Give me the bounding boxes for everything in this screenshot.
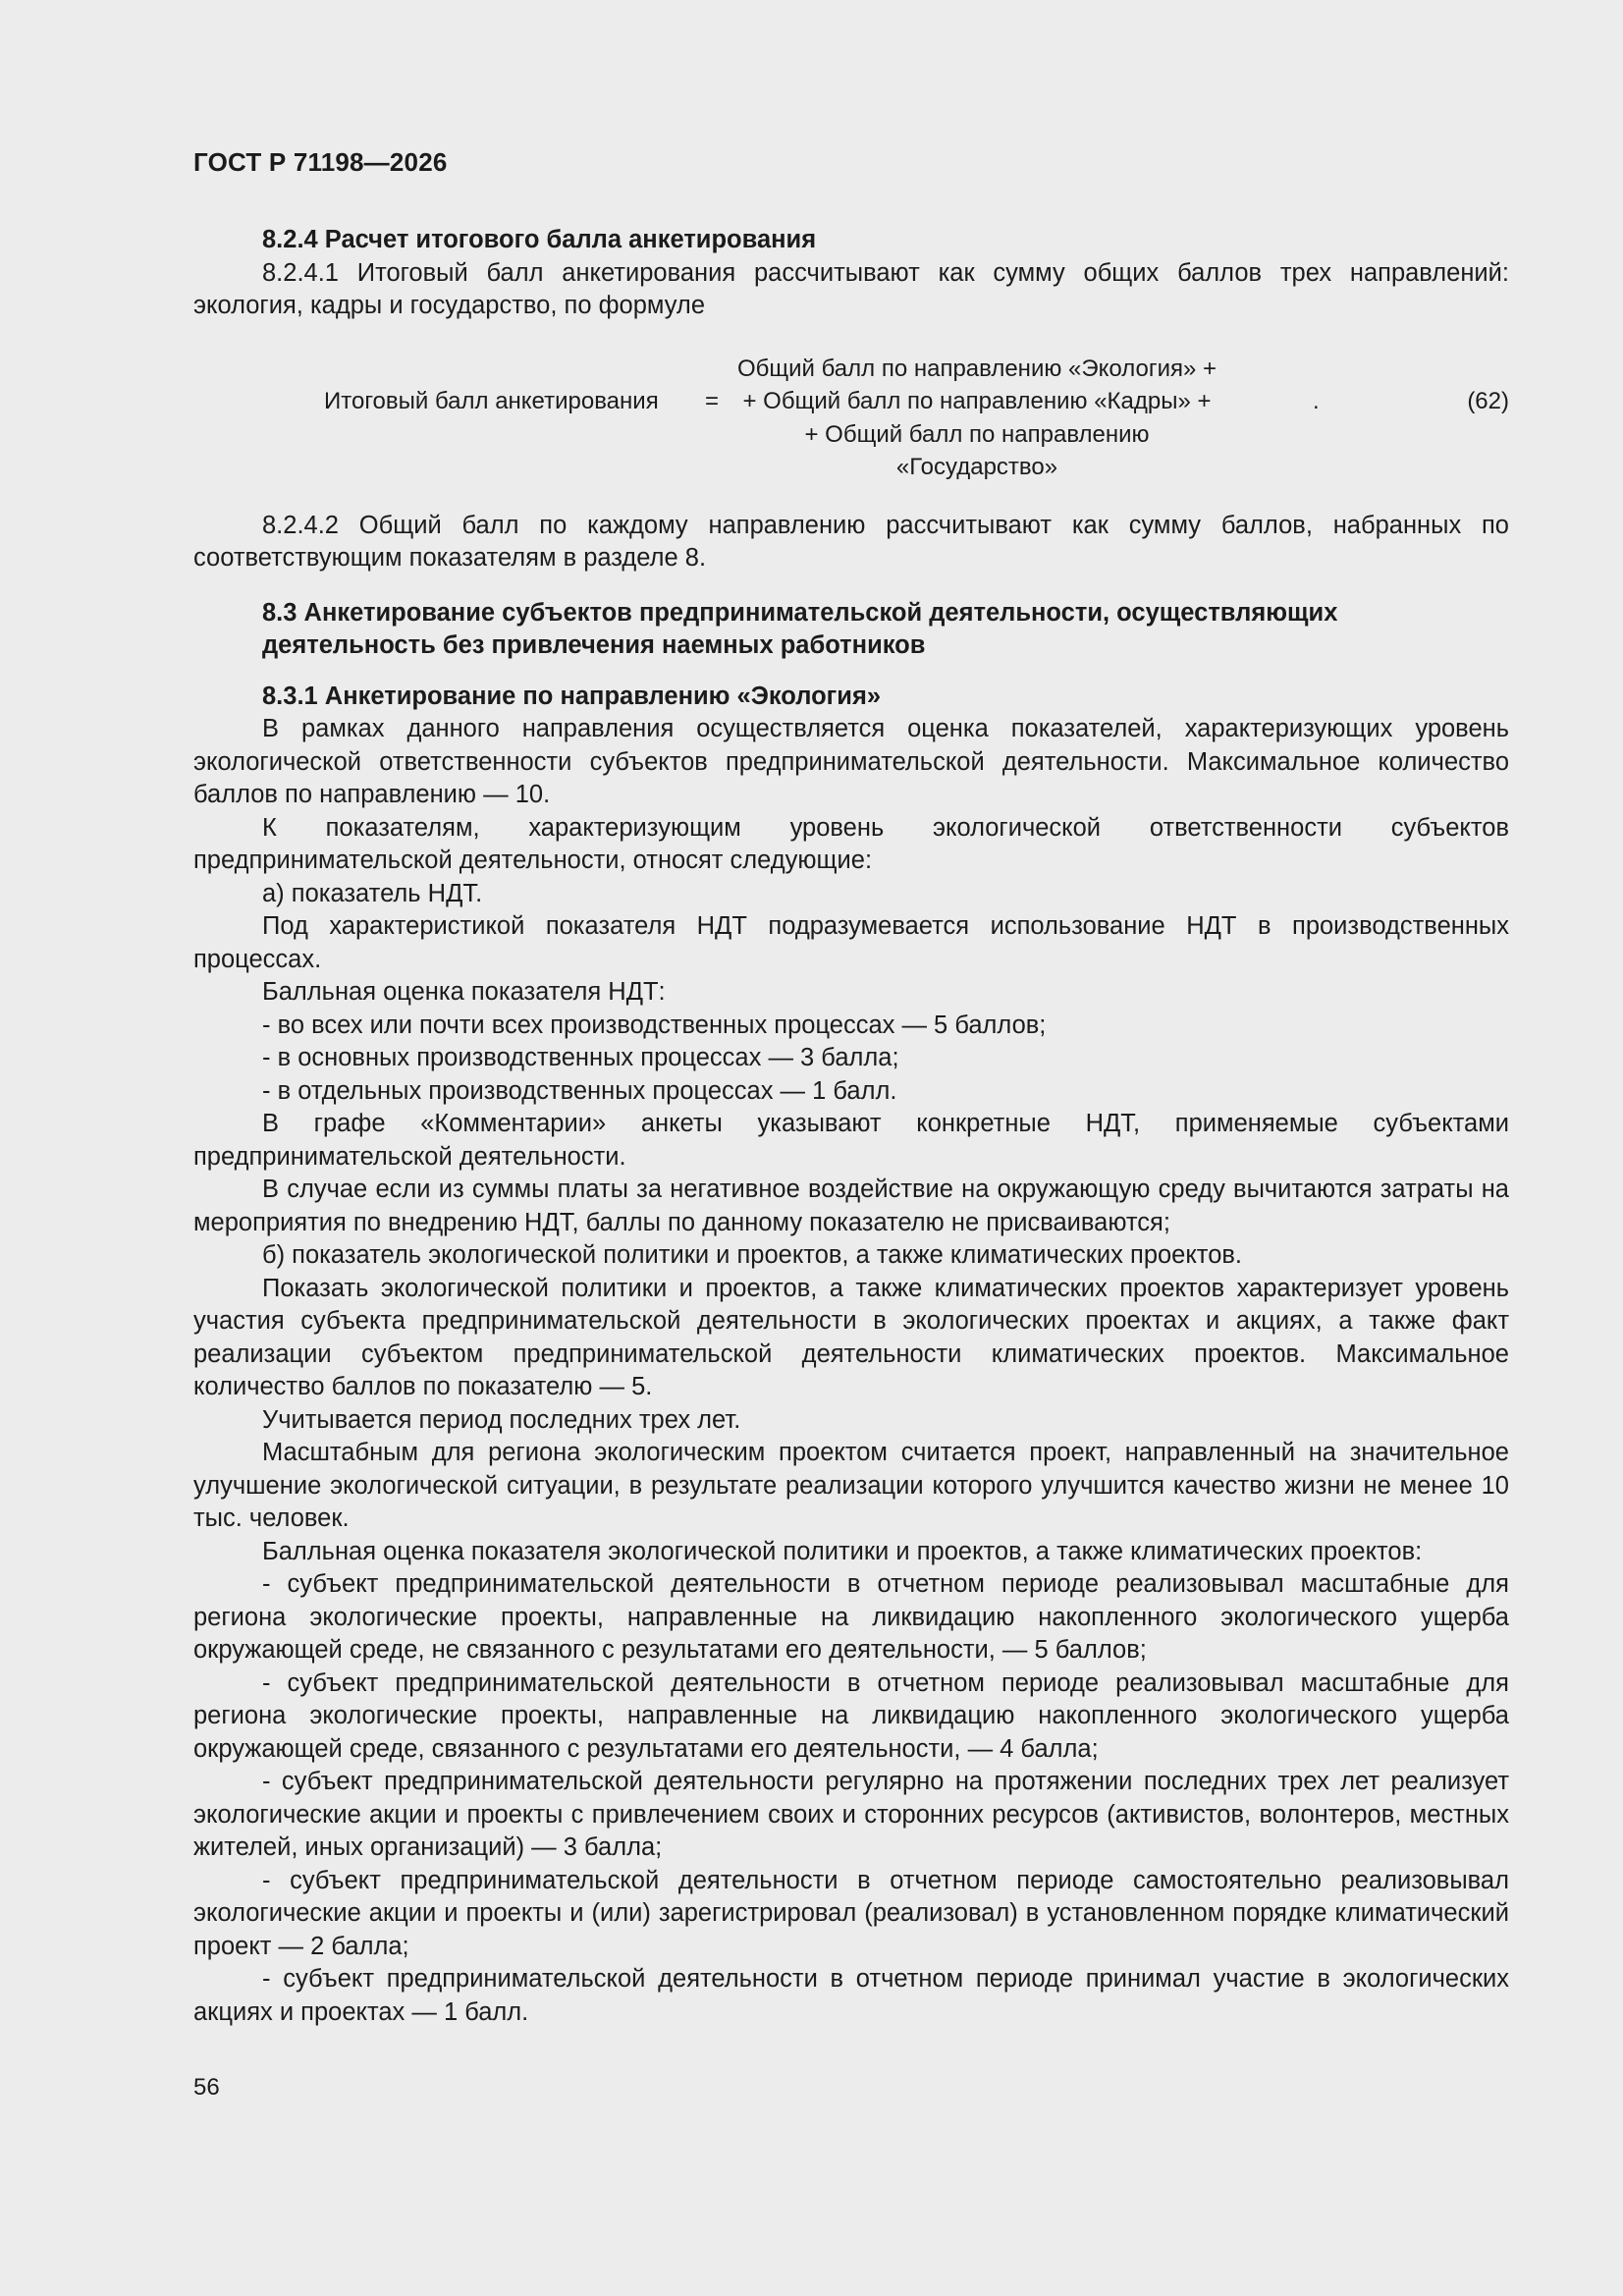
- paragraph-ecology-intro: В рамках данного направления осуществляется оценка показателей, характеризующих уровень экологической ответственности субъектов предпринимательской деятельности. Максимальное количество баллов по направлению — 10.: [193, 715, 1509, 808]
- formula-term-state: + Общий балл по направлению «Государство»: [804, 420, 1150, 480]
- document-code-header: ГОСТ Р 71198—2026: [193, 147, 448, 177]
- formula-term-ecology: Общий балл по направлению «Экология» +: [736, 355, 1217, 382]
- heading-8-2-4: 8.2.4 Расчет итогового балла анкетирования: [262, 226, 817, 253]
- paragraph-large-project: Масштабным для региона экологическим проектом считается проект, направленный на значительное улучшение экологической ситуации, в результате реализации которого улучшится качество жизни не менее 10 тыс. человек.: [193, 1439, 1509, 1532]
- eco-score-item: - субъект предпринимательской деятельности регулярно на протяжении последних трех лет реализует экологические акции и проекты с привлечением своих и сторонних ресурсов (активистов, волонтеров, местных жителей, иных организаций) — 3 балла;: [193, 1768, 1509, 1861]
- eco-score-item: - субъект предпринимательской деятельности в отчетном периоде принимал участие в экологических акциях и проектах — 1 балл.: [193, 1965, 1509, 2026]
- paragraph-comments: В графе «Комментарии» анкеты указывают конкретные НДТ, применяемые субъектами предпринимательской деятельности.: [193, 1110, 1509, 1171]
- paragraph-eco-scoring: Балльная оценка показателя экологической политики и проектов, а также климатических проектов:: [262, 1537, 1423, 1565]
- eco-score-item: - субъект предпринимательской деятельности в отчетном периоде самостоятельно реализовывал экологические акции и проекты и (или) зарегистрировал (реализовал) в установленном порядке климатический проект — 2 балла;: [193, 1866, 1509, 1960]
- formula-period: .: [1313, 387, 1320, 414]
- paragraph-8-2-4-1: 8.2.4.1 Итоговый балл анкетирования рассчитывают как сумму общих баллов трех направлений: экология, кадры и государство, по формуле: [193, 258, 1509, 319]
- paragraph-ndt-definition: Под характеристикой показателя НДТ подразумевается использование НДТ в производственных процессах.: [193, 912, 1509, 973]
- eco-score-item: - субъект предпринимательской деятельности в отчетном периоде реализовывал масштабные для региона экологические проекты, направленные на ликвидацию накопленного экологического ущерба окружающей среде, не связанного с результатами его деятельности, — 5 баллов;: [193, 1570, 1509, 1664]
- paragraph-ndt-scoring: Балльная оценка показателя НДТ:: [262, 978, 666, 1006]
- ndt-score-item: - во всех или почти всех производственных процессах — 5 баллов;: [262, 1011, 1047, 1039]
- formula-right-side: [722, 353, 1232, 484]
- paragraph-fee-deduction: В случае если из суммы платы за негативное воздействие на окружающую среду вычитаются затраты на мероприятия по внедрению НДТ, баллы по данному показателю не присваиваются;: [193, 1175, 1509, 1236]
- list-item-a: а) показатель НДТ.: [262, 879, 483, 907]
- formula-62: [193, 353, 1509, 480]
- paragraph-8-2-4-2: 8.2.4.2 Общий балл по каждому направлению рассчитывают как сумму баллов, набранных по соответствующим показателям в разделе 8.: [193, 511, 1509, 572]
- heading-8-3-line2: деятельность без привлечения наемных работников: [262, 631, 926, 659]
- list-item-b: б) показатель экологической политики и проектов, а также климатических проектов.: [262, 1241, 1243, 1269]
- page-content: [193, 224, 1509, 2029]
- formula-number: (62): [1467, 387, 1509, 414]
- paragraph-eco-policy: Показать экологической политики и проектов, а также климатических проектов характеризует уровень участия субъекта предпринимательской деятельности в экологических проектах и акциях, а также факт реализации субъектом предпринимательской деятельности климатических проектов. Максимальное количество баллов по показателю — 5.: [193, 1274, 1509, 1400]
- heading-8-3-1: 8.3.1 Анкетирование по направлению «Экология»: [262, 682, 882, 710]
- paragraph-period: Учитывается период последних трех лет.: [262, 1405, 741, 1434]
- formula-term-personnel: + Общий балл по направлению «Кадры» +: [742, 388, 1212, 414]
- eco-score-item: - субъект предпринимательской деятельности в отчетном периоде реализовывал масштабные для региона экологические проекты, направленные на ликвидацию накопленного экологического ущерба окружающей среде, связанного с результатами его деятельности, — 4 балла;: [193, 1668, 1509, 1763]
- heading-8-3-line1: 8.3 Анкетирование субъектов предпринимательской деятельности, осуществляющих: [262, 598, 1338, 627]
- formula-equals-sign: =: [705, 387, 720, 414]
- ndt-score-item: - в основных производственных процессах — 3 балла;: [262, 1044, 899, 1071]
- ndt-score-item: - в отдельных производственных процессах — 1 балл.: [262, 1076, 897, 1105]
- paragraph-indicators: К показателям, характеризующим уровень экологической ответственности субъектов предпринимательской деятельности, относят следующие:: [193, 813, 1509, 874]
- formula-left-side: Итоговый балл анкетирования: [324, 387, 659, 414]
- page-number: 56: [193, 2074, 220, 2101]
